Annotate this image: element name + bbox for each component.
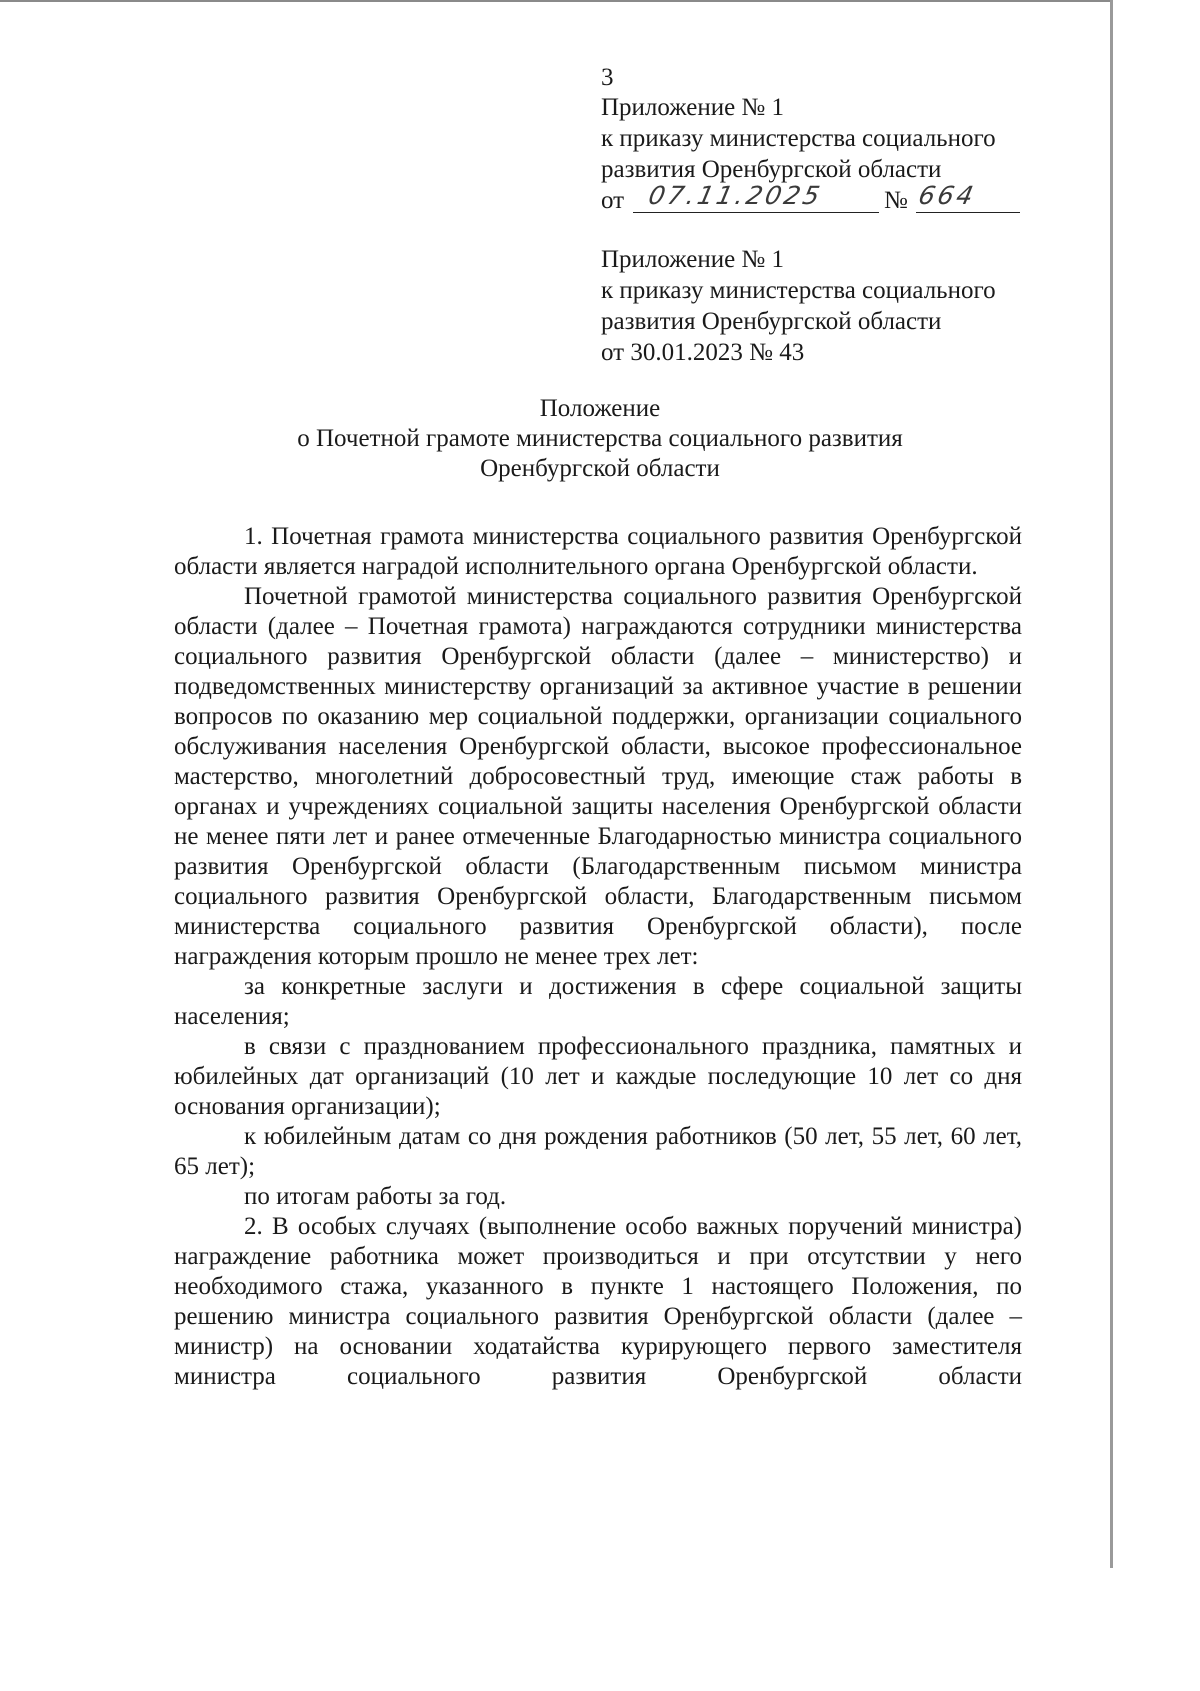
appendix-order-line: к приказу министерства социального [601, 125, 996, 152]
number-underline [916, 212, 1020, 213]
appendix-title: Приложение № 1 [601, 246, 785, 273]
appendix-ministry-line: развития Оренбургской области [601, 308, 942, 335]
paragraph-2: 2. В особых случаях (выполнение особо важных поручений министра) награждение работника может производиться и при отсутствии у него необходимого стажа, указанного в пункте 1 настоящего Положения, по решению министра социального развития Оренбургской области (далее – министр) на основании ходатайства курирующего первого заместителя министра социального развития Оренбургской области [174, 1213, 1022, 1390]
date-underline [633, 212, 879, 213]
document-title [150, 394, 1050, 484]
appendix-date-line: от 30.01.2023 № 43 [601, 339, 805, 366]
paragraph-merits: за конкретные заслуги и достижения в сфере социальной защиты населения; [174, 973, 1022, 1030]
paragraph-year-results: по итогам работы за год. [244, 1183, 507, 1210]
document-body [174, 522, 1022, 1392]
document-title-line: о Почетной грамоте министерства социального развития [297, 425, 903, 452]
scan-edge-top [0, 0, 1113, 2]
appendix-date-number-line [601, 181, 1041, 217]
page-number: 3 [601, 64, 614, 91]
document-title-line: Оренбургской области [480, 455, 720, 482]
paragraph-1: 1. Почетная грамота министерства социального развития Оренбургской области является наградой исполнительного органа Оренбургской области. [174, 523, 1022, 580]
paragraph-holiday: в связи с празднованием профессионального праздника, памятных и юбилейных дат организаций (10 лет и каждые последующие 10 лет со дня основания организации); [174, 1033, 1022, 1120]
scan-edge-right [1110, 0, 1113, 1568]
handwritten-number: 664 [915, 181, 979, 210]
appendix-header-new [601, 64, 1041, 217]
appendix-title: Приложение № 1 [601, 94, 785, 121]
number-label: № [884, 187, 908, 214]
appendix-header-old [601, 244, 1041, 368]
paragraph-anniversary: к юбилейным датам со дня рождения работников (50 лет, 55 лет, 60 лет, 65 лет); [174, 1123, 1022, 1180]
handwritten-date: 07.11.2025 [645, 181, 826, 210]
document-title-line: Положение [539, 395, 661, 422]
appendix-order-line: к приказу министерства социального [601, 277, 996, 304]
appendix-ministry-line: развития Оренбургской области [601, 156, 942, 183]
paragraph-awarding: Почетной грамотой министерства социального развития Оренбургской области (далее – Почетная грамота) награждаются сотрудники министерства социального развития Оренбургской области (далее – министерство) и подведомственных министерству организаций за активное участие в решении вопросов по оказанию мер социальной поддержки, организации социального обслуживания населения Оренбургской области, высокое профессиональное мастерство, многолетний добросовестный труд, имеющие стаж работы в органах и учреждениях социальной защиты населения Оренбургской области не менее пяти лет и ранее отмеченные Благодарностью министра социального развития Оренбургской области (Благодарственным письмом министра социального развития Оренбургской области, Благодарственным письмом министерства социального развития Оренбургской области), после награждения которым прошло не менее трех лет: [174, 583, 1022, 970]
from-label: от [601, 187, 625, 214]
